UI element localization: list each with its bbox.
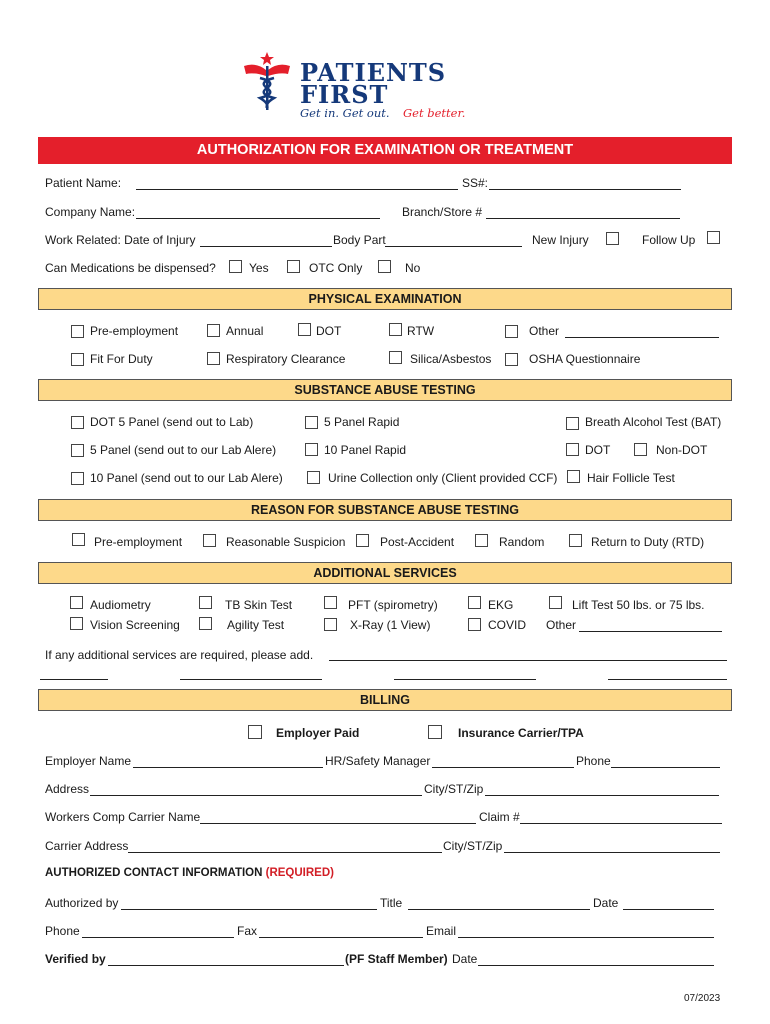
pft-label: PFT (spirometry) bbox=[348, 598, 438, 612]
carrier-address-label: Carrier Address bbox=[45, 839, 129, 853]
additional-field-2d[interactable] bbox=[608, 679, 727, 680]
follow-up-checkbox[interactable] bbox=[707, 231, 720, 244]
vision-checkbox[interactable] bbox=[70, 617, 83, 630]
physical-exam-header: PHYSICAL EXAMINATION bbox=[38, 288, 732, 310]
employer-name-label: Employer Name bbox=[45, 754, 132, 768]
follow-up-label: Follow Up bbox=[642, 233, 696, 247]
hair-checkbox[interactable] bbox=[567, 470, 580, 483]
osha-checkbox[interactable] bbox=[505, 353, 518, 366]
claim-label: Claim # bbox=[479, 810, 520, 824]
annual-label: Annual bbox=[226, 324, 264, 338]
wc-carrier-field[interactable] bbox=[200, 823, 476, 824]
post-accident-checkbox[interactable] bbox=[356, 534, 369, 547]
other-field[interactable] bbox=[565, 337, 719, 338]
carrier-address-field[interactable] bbox=[128, 852, 442, 853]
reason-pre-employment-label: Pre-employment bbox=[94, 535, 183, 549]
verified-date-field[interactable] bbox=[478, 965, 714, 966]
logo-tagline-red: Get better. bbox=[403, 106, 466, 120]
fax-field[interactable] bbox=[259, 937, 423, 938]
sub-dot-checkbox[interactable] bbox=[566, 443, 579, 456]
ss-label: SS#: bbox=[462, 176, 489, 190]
dot5-label: DOT 5 Panel (send out to Lab) bbox=[90, 415, 254, 429]
date-of-injury-field[interactable] bbox=[200, 246, 332, 247]
meds-yes-label: Yes bbox=[249, 261, 269, 275]
company-name-label: Company Name: bbox=[45, 205, 136, 219]
billing-header: BILLING bbox=[38, 689, 732, 711]
meds-yes-checkbox[interactable] bbox=[229, 260, 242, 273]
xray-label: X-Ray (1 View) bbox=[350, 618, 431, 632]
reason-header: REASON FOR SUBSTANCE ABUSE TESTING bbox=[38, 499, 732, 521]
covid-checkbox[interactable] bbox=[468, 618, 481, 631]
ekg-checkbox[interactable] bbox=[468, 596, 481, 609]
verified-date-label: Date bbox=[452, 952, 478, 966]
employer-name-field[interactable] bbox=[133, 767, 323, 768]
logo-tagline: Get in. Get out. bbox=[300, 106, 390, 120]
ss-field[interactable] bbox=[489, 189, 681, 190]
required-label: (REQUIRED) bbox=[265, 867, 334, 879]
verified-by-field[interactable] bbox=[108, 965, 344, 966]
xray-checkbox[interactable] bbox=[324, 618, 337, 631]
logo-line1: PATIENTS bbox=[300, 58, 447, 87]
body-part-label: Body Part bbox=[333, 233, 386, 247]
other-label: Other bbox=[529, 324, 560, 338]
revision-date: 07/2023 bbox=[684, 993, 721, 1004]
reason-pre-employment-checkbox[interactable] bbox=[72, 533, 85, 546]
respiratory-checkbox[interactable] bbox=[207, 352, 220, 365]
address-label: Address bbox=[45, 782, 90, 796]
email-label: Email bbox=[426, 924, 457, 938]
agility-checkbox[interactable] bbox=[199, 617, 212, 630]
audiometry-checkbox[interactable] bbox=[70, 596, 83, 609]
patient-name-label: Patient Name: bbox=[45, 176, 122, 190]
city-field[interactable] bbox=[485, 795, 719, 796]
vision-label: Vision Screening bbox=[90, 618, 180, 632]
authorized-by-field[interactable] bbox=[121, 909, 377, 910]
wc-carrier-label: Workers Comp Carrier Name bbox=[45, 810, 201, 824]
employer-paid-label: Employer Paid bbox=[276, 726, 360, 740]
contact-title-label: Title bbox=[380, 896, 403, 910]
10rapid-checkbox[interactable] bbox=[305, 443, 318, 456]
other-checkbox[interactable] bbox=[505, 325, 518, 338]
rtd-label: Return to Duty (RTD) bbox=[591, 535, 705, 549]
covid-label: COVID bbox=[488, 618, 527, 632]
city2-field[interactable] bbox=[504, 852, 720, 853]
additional-other-field[interactable] bbox=[579, 631, 722, 632]
contact-header bbox=[45, 867, 334, 879]
contact-header-text: AUTHORIZED CONTACT INFORMATION bbox=[45, 867, 263, 879]
meds-otc-checkbox[interactable] bbox=[287, 260, 300, 273]
patient-name-field[interactable] bbox=[136, 189, 458, 190]
additional-field-1[interactable] bbox=[329, 660, 727, 661]
silica-label: Silica/Asbestos bbox=[410, 352, 492, 366]
verified-by-label: Verified by bbox=[45, 952, 106, 966]
hair-label: Hair Follicle Test bbox=[587, 471, 675, 485]
new-injury-checkbox[interactable] bbox=[606, 232, 619, 245]
claim-field[interactable] bbox=[520, 823, 722, 824]
contact-date-label: Date bbox=[593, 896, 619, 910]
logo-line2: FIRST bbox=[300, 80, 389, 109]
pft-checkbox[interactable] bbox=[324, 596, 337, 609]
hr-field[interactable] bbox=[432, 767, 574, 768]
random-checkbox[interactable] bbox=[475, 534, 488, 547]
5alere-label: 5 Panel (send out to our Lab Alere) bbox=[90, 443, 277, 457]
billing-phone-label: Phone bbox=[576, 754, 611, 768]
respiratory-label: Respiratory Clearance bbox=[226, 352, 346, 366]
dot5-checkbox[interactable] bbox=[71, 416, 84, 429]
insurance-label: Insurance Carrier/TPA bbox=[458, 726, 584, 740]
form-title: AUTHORIZATION FOR EXAMINATION OR TREATMENT bbox=[38, 137, 732, 164]
contact-phone-field[interactable] bbox=[82, 937, 234, 938]
meds-label: Can Medications be dispensed? bbox=[45, 261, 216, 275]
osha-label: OSHA Questionnaire bbox=[529, 352, 641, 366]
contact-date-field[interactable] bbox=[623, 909, 714, 910]
non-dot-label: Non-DOT bbox=[656, 443, 708, 457]
pre-employment-label: Pre-employment bbox=[90, 324, 179, 338]
substance-header: SUBSTANCE ABUSE TESTING bbox=[38, 379, 732, 401]
additional-other-label: Other bbox=[546, 618, 577, 632]
rtw-checkbox[interactable] bbox=[389, 323, 402, 336]
post-accident-label: Post-Accident bbox=[380, 535, 455, 549]
city2-label: City/ST/Zip bbox=[443, 839, 503, 853]
branch-field[interactable] bbox=[486, 218, 680, 219]
urine-checkbox[interactable] bbox=[307, 471, 320, 484]
fax-label: Fax bbox=[237, 924, 258, 938]
5alere-checkbox[interactable] bbox=[71, 444, 84, 457]
urine-label: Urine Collection only (Client provided CCF) bbox=[328, 471, 558, 485]
dot-label: DOT bbox=[316, 324, 342, 338]
branch-label: Branch/Store # bbox=[402, 205, 483, 219]
reasonable-suspicion-checkbox[interactable] bbox=[203, 534, 216, 547]
dot-checkbox[interactable] bbox=[298, 323, 311, 336]
agility-label: Agility Test bbox=[227, 618, 285, 632]
rtw-label: RTW bbox=[407, 324, 435, 338]
10rapid-label: 10 Panel Rapid bbox=[324, 443, 407, 457]
tb-label: TB Skin Test bbox=[225, 598, 293, 612]
company-name-field[interactable] bbox=[136, 218, 380, 219]
caduceus-icon bbox=[242, 50, 302, 112]
contact-title-field[interactable] bbox=[408, 909, 590, 910]
additional-note: If any additional services are required, please add. bbox=[45, 648, 314, 662]
non-dot-checkbox[interactable] bbox=[634, 443, 647, 456]
5rapid-label: 5 Panel Rapid bbox=[324, 415, 400, 429]
email-field[interactable] bbox=[458, 937, 714, 938]
meds-no-checkbox[interactable] bbox=[378, 260, 391, 273]
address-field[interactable] bbox=[90, 795, 422, 796]
audiometry-label: Audiometry bbox=[90, 598, 151, 612]
employer-paid-checkbox[interactable] bbox=[248, 725, 262, 739]
city-label: City/ST/Zip bbox=[424, 782, 484, 796]
10alere-label: 10 Panel (send out to our Lab Alere) bbox=[90, 471, 283, 485]
reasonable-suspicion-label: Reasonable Suspicion bbox=[226, 535, 346, 549]
pre-employment-checkbox[interactable] bbox=[71, 325, 84, 338]
insurance-checkbox[interactable] bbox=[428, 725, 442, 739]
additional-header: ADDITIONAL SERVICES bbox=[38, 562, 732, 584]
authorized-by-label: Authorized by bbox=[45, 896, 119, 910]
annual-checkbox[interactable] bbox=[207, 324, 220, 337]
additional-field-2b[interactable] bbox=[180, 679, 322, 680]
tb-checkbox[interactable] bbox=[199, 596, 212, 609]
fit-for-duty-label: Fit For Duty bbox=[90, 352, 153, 366]
date-of-injury-label: Work Related: Date of Injury bbox=[45, 233, 196, 247]
rtd-checkbox[interactable] bbox=[569, 534, 582, 547]
bat-checkbox[interactable] bbox=[566, 417, 579, 430]
meds-otc-label: OTC Only bbox=[309, 261, 363, 275]
lift-test-label: Lift Test 50 lbs. or 75 lbs. bbox=[572, 598, 705, 612]
sub-dot-label: DOT bbox=[585, 443, 611, 457]
billing-phone-field[interactable] bbox=[611, 767, 720, 768]
10alere-checkbox[interactable] bbox=[71, 472, 84, 485]
ekg-label: EKG bbox=[488, 598, 514, 612]
contact-phone-label: Phone bbox=[45, 924, 80, 938]
5rapid-checkbox[interactable] bbox=[305, 416, 318, 429]
lift-test-checkbox[interactable] bbox=[549, 596, 562, 609]
new-injury-label: New Injury bbox=[532, 233, 589, 247]
pf-staff-label: (PF Staff Member) bbox=[345, 952, 448, 966]
hr-label: HR/Safety Manager bbox=[325, 754, 431, 768]
body-part-field[interactable] bbox=[385, 246, 522, 247]
silica-checkbox[interactable] bbox=[389, 351, 402, 364]
bat-label: Breath Alcohol Test (BAT) bbox=[585, 415, 722, 429]
additional-field-2a[interactable] bbox=[40, 679, 108, 680]
meds-no-label: No bbox=[405, 261, 421, 275]
fit-for-duty-checkbox[interactable] bbox=[71, 353, 84, 366]
random-label: Random bbox=[499, 535, 545, 549]
additional-field-2c[interactable] bbox=[394, 679, 536, 680]
